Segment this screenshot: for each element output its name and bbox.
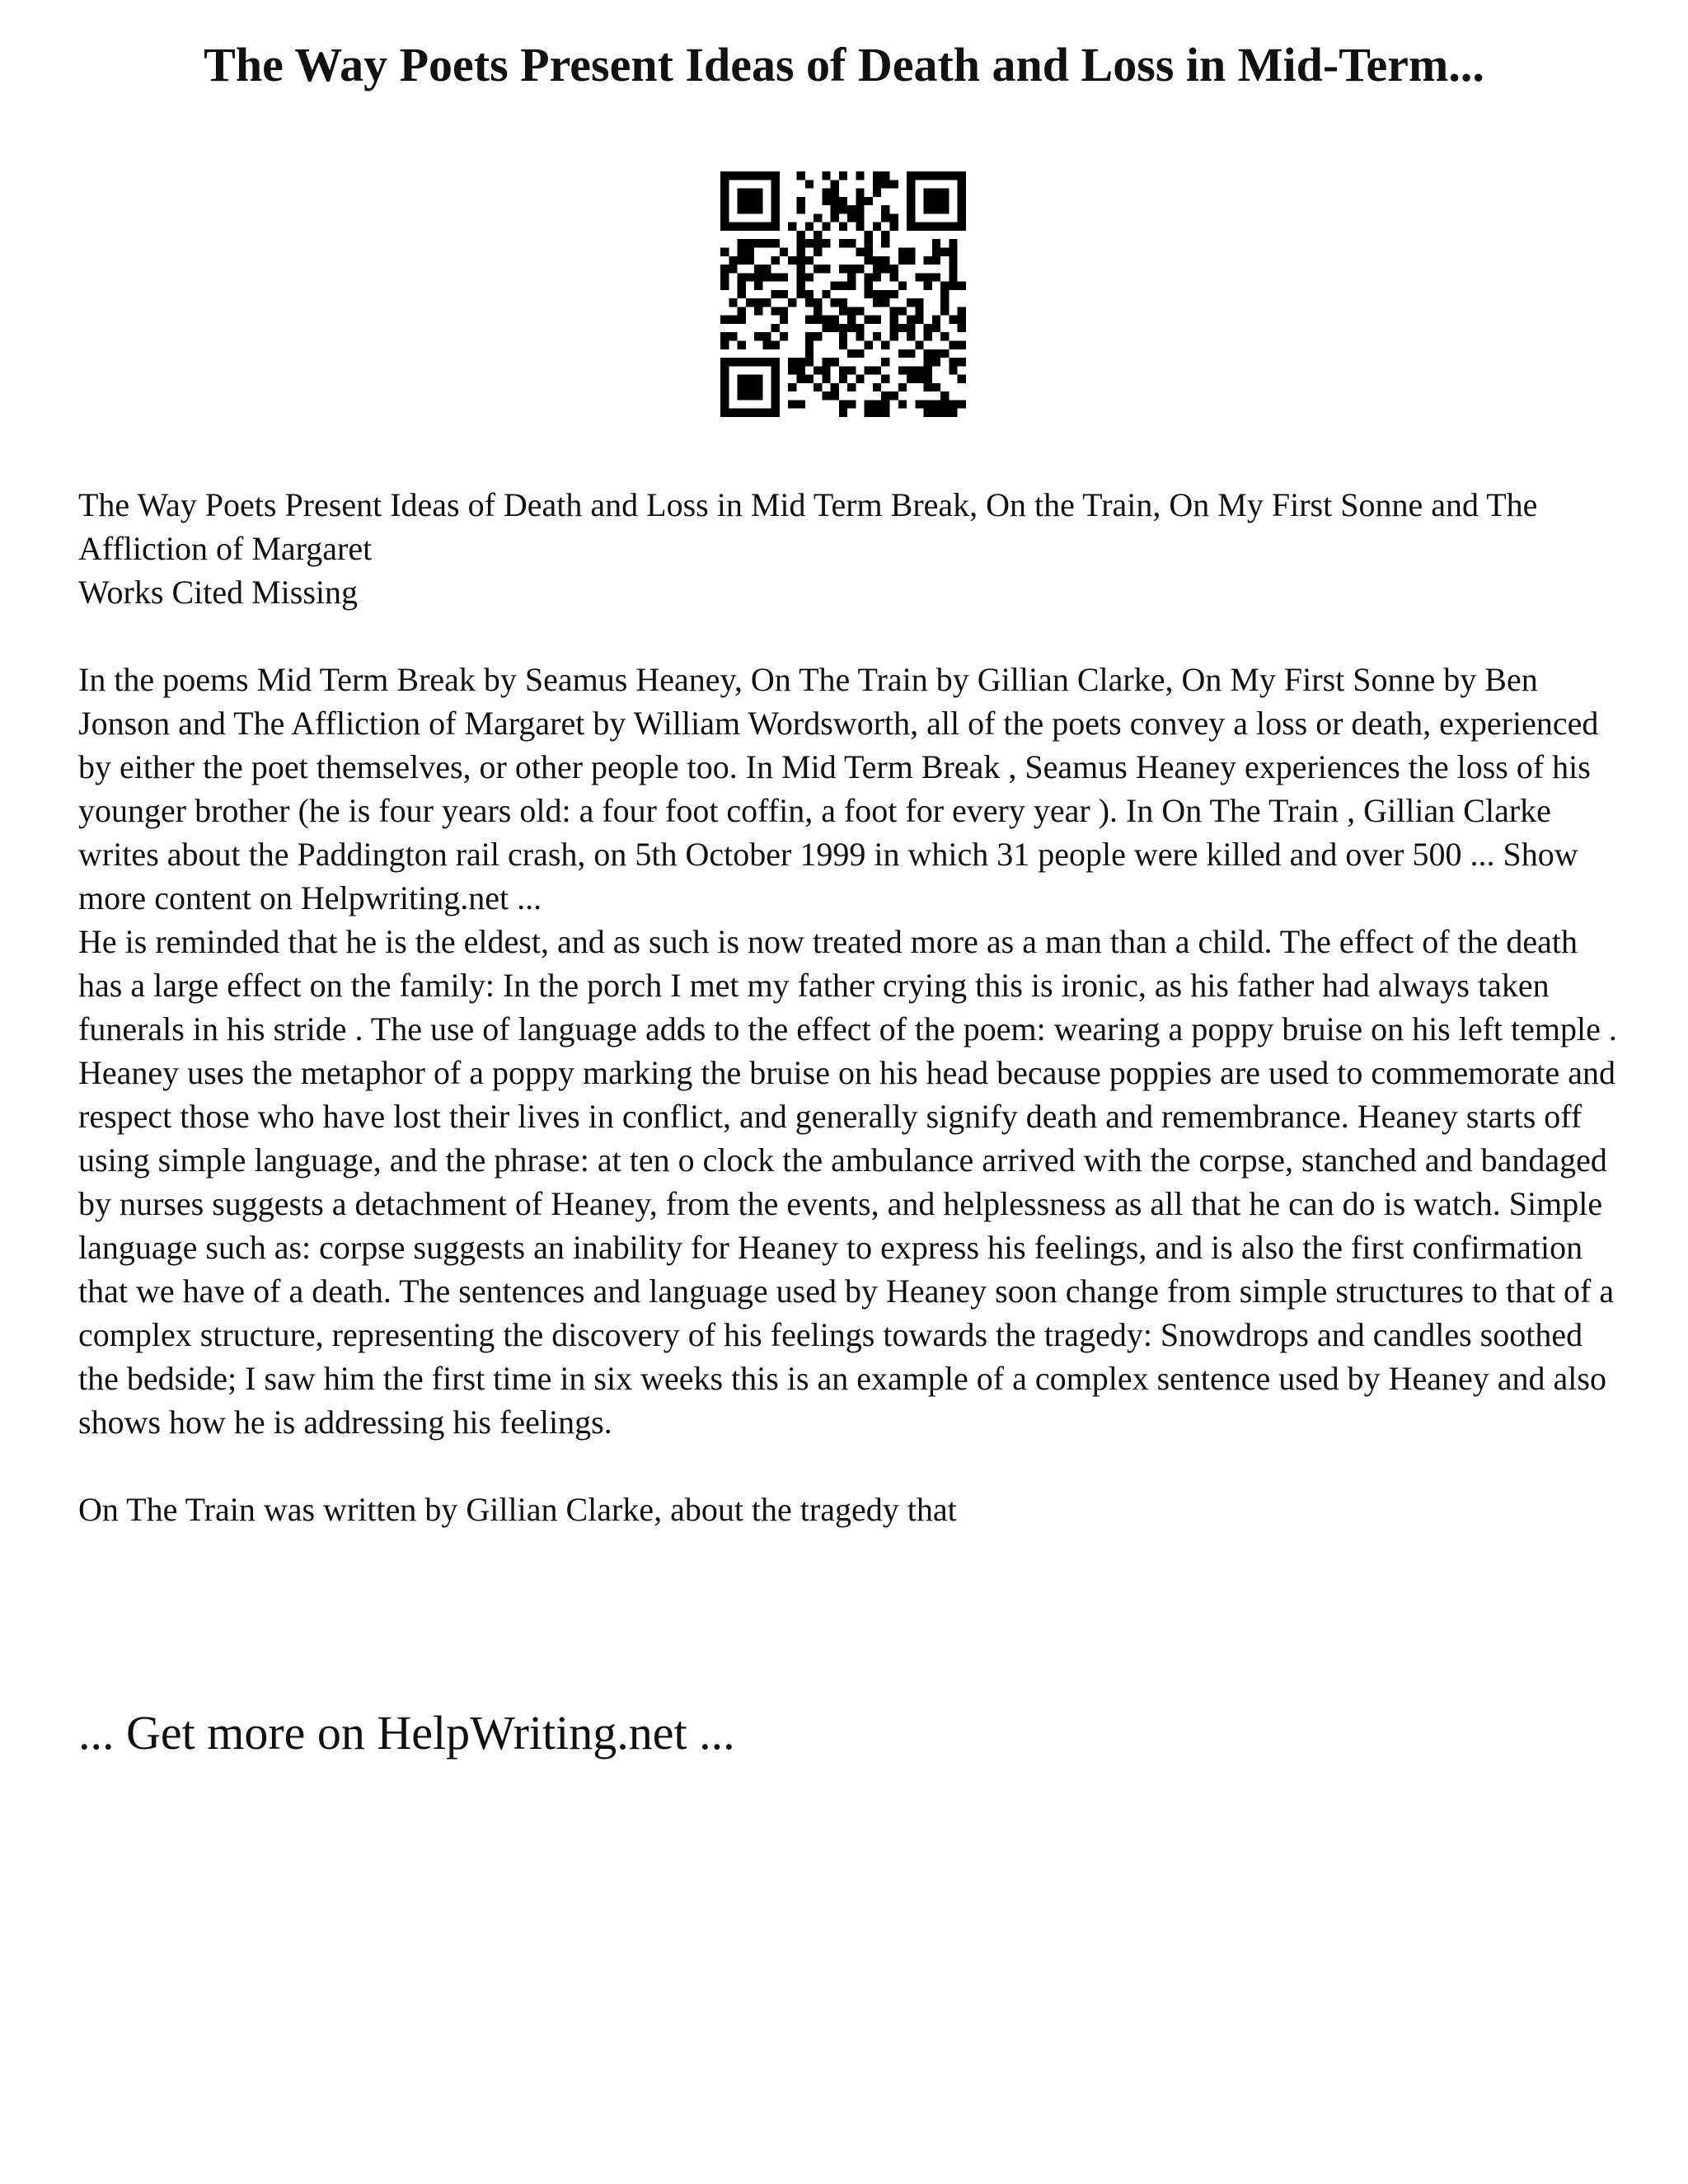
paragraph-spacer — [78, 614, 1628, 658]
qr-code-icon — [720, 171, 966, 417]
body-paragraph: In the poems Mid Term Break by Seamus Heaney, On The Train by Gillian Clarke, On My First Sonne by Ben Jonson and The Affliction of Margaret by William Wordsworth, all of the poets convey a loss or death, experienced by either the poet themselves, or other people too. In Mid Term Break , Seamus Heaney experiences the loss of his younger brother (he is four years old: a four foot coffin, a foot for every year ). In On The Train , Gillian Clarke writes about the Paddington rail crash, on 5th October 1999 in which 31 people were killed and over 500 ... Show more content on Helpwriting.net ... — [78, 661, 1599, 916]
get-more-link[interactable]: ... Get more on HelpWriting.net ... — [78, 1706, 735, 1760]
document-body — [78, 483, 1628, 1531]
body-paragraph: On The Train was written by Gillian Clarke, about the tragedy that — [78, 1491, 957, 1528]
body-paragraph: He is reminded that he is the eldest, and as such is now treated more as a man than a child. The effect of the death has a large effect on the family: In the porch I met my father crying this is ironic, as his father had always taken funerals in his stride . The use of language adds to the effect of the poem: wearing a poppy bruise on his left temple . Heaney uses the metaphor of a poppy marking the bruise on his head because poppies are used to commemorate and respect those who have lost their lives in conflict, and generally signify death and remembrance. Heaney starts off using simple language, and the phrase: at ten o clock the ambulance arrived with the corpse, stanched and bandaged by nurses suggests a detachment of Heaney, from the events, and helplessness as all that he can do is watch. Simple language such as: corpse suggests an inability for Heaney to express his feelings, and is also the first confirmation that we have of a death. The sentences and language used by Heaney soon change from simple structures to that of a complex structure, representing the discovery of his feelings towards the tragedy: Snowdrops and candles soothed the bedside; I saw him the first time in six weeks this is an example of a complex sentence used by Heaney and also shows how he is addressing his feelings. — [78, 923, 1617, 1441]
document-subtitle: The Way Poets Present Ideas of Death and Loss in Mid Term Break, On the Train, On My First Sonne and The Affliction of Margaret — [78, 486, 1538, 567]
page-title: The Way Poets Present Ideas of Death and Loss in Mid-Term... — [204, 38, 1484, 91]
paragraph-spacer — [78, 1444, 1628, 1488]
works-cited: Works Cited Missing — [78, 574, 359, 611]
